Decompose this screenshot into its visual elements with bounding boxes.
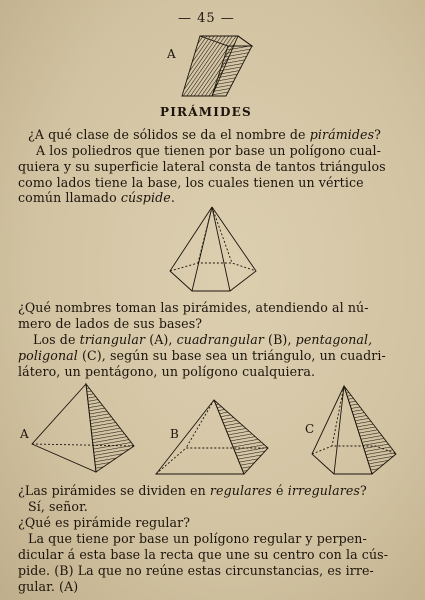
question-line: ¿Las pirámides se dividen en regulares é irregulares?	[18, 483, 367, 498]
answer-line: La que tiene por base un polígono regular y perpen-	[28, 531, 367, 546]
section-heading: PIRÁMIDES	[160, 105, 252, 119]
page-number: — 45 —	[178, 11, 235, 26]
answer-line: A los poliedros que tienen por base un polígono cual-	[36, 143, 381, 158]
answer-line: dicular á esta base la recta que une su centro con la cús-	[18, 547, 389, 562]
fig-label-b: B	[170, 427, 179, 441]
fig-label-a: A	[20, 427, 29, 441]
answer-line: Los de triangular (A), cuadrangular (B), pentagonal,	[33, 332, 373, 347]
pyramid-figure	[166, 205, 262, 299]
question-line: ¿Qué nombres toman las pirámides, atendiendo al nú-	[18, 300, 369, 315]
prism-figure	[180, 32, 260, 100]
quadrangular-pyramid-figure	[152, 396, 272, 480]
answer-line: látero, un pentágono, un polígono cualquiera.	[18, 364, 316, 379]
pentagonal-pyramid-figure	[304, 384, 402, 480]
answer-line: Sí, señor.	[28, 499, 88, 514]
answer-line: gular. (A)	[18, 579, 79, 594]
fig-label-c: C	[305, 422, 315, 436]
answer-line: quiera y su superficie lateral consta de tantos triángulos	[18, 159, 386, 174]
triangular-pyramid-figure	[30, 382, 140, 482]
answer-line: como lados tiene la base, los cuales tienen un vértice	[18, 175, 364, 190]
question-line: mero de lados de sus bases?	[18, 316, 203, 331]
answer-line: pide. (B) La que no reúne estas circunstancias, es irre-	[18, 563, 374, 578]
answer-line: poligonal (C), según su base sea un triángulo, un cuadri-	[18, 348, 386, 363]
answer-line: común llamado cúspide.	[18, 190, 175, 205]
question-line: ¿A qué clase de sólidos se da el nombre de pirámides?	[28, 127, 382, 142]
prism-label: A	[167, 47, 176, 61]
question-line: ¿Qué es pirámide regular?	[18, 515, 191, 530]
